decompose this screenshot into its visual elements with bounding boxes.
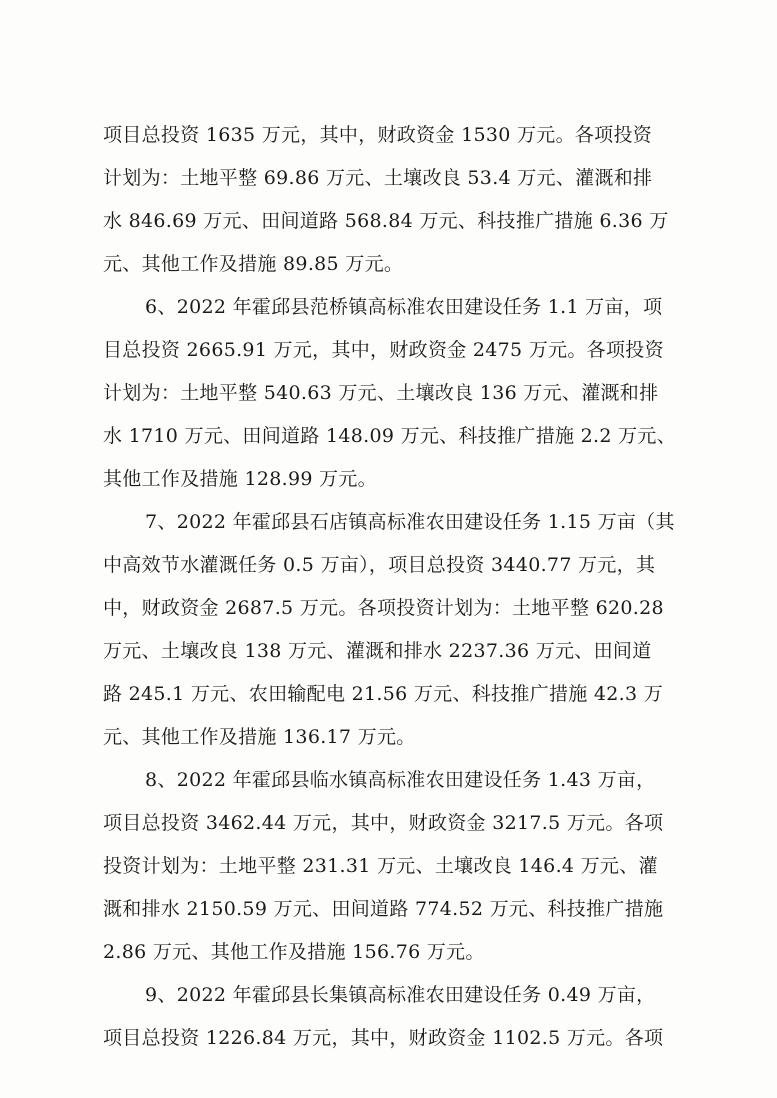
text-line: 7、2022 年霍邱县石店镇高标准农田建设任务 1.15 万亩（其 [145,511,675,533]
text-line: 路 245.1 万元、农田输配电 21.56 万元、科技推广措施 42.3 万 [103,683,664,705]
text-line: 计划为：土地平整 540.63 万元、土壤改良 136 万元、灌溉和排 [103,382,659,404]
text-line: 水 846.69 万元、田间道路 568.84 万元、科技推广措施 6.36 万 [103,210,669,232]
text-line: 9、2022 年霍邱县长集镇高标准农田建设任务 0.49 万亩， [145,984,656,1006]
text-line: 其他工作及措施 128.99 万元。 [103,468,377,490]
text-line: 计划为：土地平整 69.86 万元、土壤改良 53.4 万元、灌溉和排 [103,167,653,189]
text-line: 2.86 万元、其他工作及措施 156.76 万元。 [103,941,485,963]
text-line: 溉和排水 2150.59 万元、田间道路 774.52 万元、科技推广措施 [103,898,664,920]
text-line: 中，财政资金 2687.5 万元。各项投资计划为：土地平整 620.28 [103,597,664,619]
text-line: 项目总投资 3462.44 万元，其中，财政资金 3217.5 万元。各项 [103,812,664,834]
text-line: 元、其他工作及措施 136.17 万元。 [103,726,416,748]
text-line: 项目总投资 1226.84 万元，其中，财政资金 1102.5 万元。各项 [103,1027,664,1049]
text-line: 元、其他工作及措施 89.85 万元。 [103,253,404,275]
text-line: 中高效节水灌溉任务 0.5 万亩），项目总投资 3440.77 万元，其 [103,554,656,576]
text-line: 万元、土壤改良 138 万元、灌溉和排水 2237.36 万元、田间道 [103,640,652,662]
text-line: 投资计划为：土地平整 231.31 万元、土壤改良 146.4 万元、灌 [103,855,658,877]
text-line: 8、2022 年霍邱县临水镇高标准农田建设任务 1.43 万亩， [145,769,656,791]
text-line: 目总投资 2665.91 万元，其中，财政资金 2475 万元。各项投资 [103,339,664,361]
text-line: 水 1710 万元、田间道路 148.09 万元、科技推广措施 2.2 万元、 [103,425,676,447]
text-line: 6、2022 年霍邱县范桥镇高标准农田建设任务 1.1 万亩，项 [145,296,663,318]
text-line: 项目总投资 1635 万元，其中，财政资金 1530 万元。各项投资 [103,124,653,146]
